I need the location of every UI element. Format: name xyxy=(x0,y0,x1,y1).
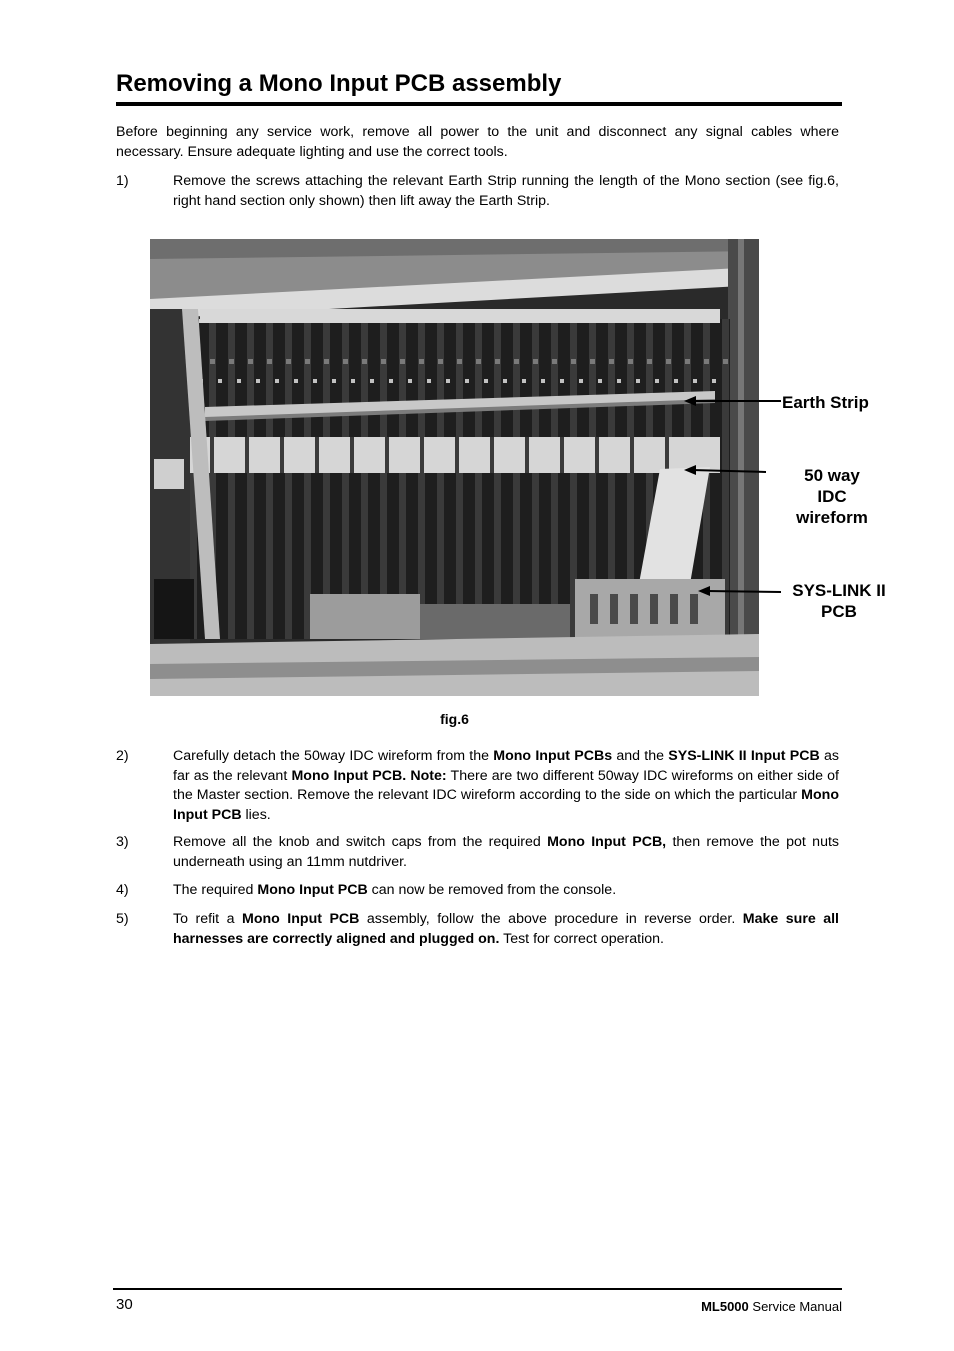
step-text: Remove all the knob and switch caps from the required Mono Input PCB, then remove the pot nuts underneath using an 11mm nutdriver. xyxy=(173,834,839,870)
step-text: Remove the screws attaching the relevant Earth Strip running the length of the Mono section (see fig.6, right hand section only shown) then lift away the Earth Strip. xyxy=(173,173,839,209)
console-interior-photo xyxy=(150,239,759,696)
callout-arrows xyxy=(676,380,786,605)
step-3 xyxy=(116,833,839,872)
step-1 xyxy=(116,172,839,211)
syslink-label-line: SYS-LINK II xyxy=(792,581,886,600)
step-text: The required Mono Input PCB can now be removed from the console. xyxy=(173,882,617,898)
syslink-pcb-arrow xyxy=(706,591,781,592)
earth-strip-label: Earth Strip xyxy=(782,393,869,412)
syslink-label-line: PCB xyxy=(821,602,857,621)
idc-label-line: 50 way xyxy=(804,466,860,485)
idc-label-line: wireform xyxy=(796,508,868,527)
step-2 xyxy=(116,747,839,825)
step-number: 4) xyxy=(116,882,129,898)
step-text: Carefully detach the 50way IDC wireform from the Mono Input PCBs and the SYS-LINK II Input PCB as far as the relevant Mono Input PCB. Note: There are two different 50way IDC wireforms on either side of the Master section. Remove the relevant IDC wireform according to the side on which the particular Mono Input PCB lies. xyxy=(173,748,839,823)
step-number: 2) xyxy=(116,748,129,764)
figure-caption: fig.6 xyxy=(440,711,469,727)
idc-wireform-label xyxy=(774,465,890,528)
manual-name: ML5000 Service Manual xyxy=(701,1299,842,1314)
step-number: 1) xyxy=(116,173,129,189)
page-number: 30 xyxy=(116,1296,133,1313)
step-number: 3) xyxy=(116,834,129,850)
step-text: To refit a Mono Input PCB assembly, follow the above procedure in reverse order. Make sure all harnesses are correctly aligned and plugged on. Test for correct operation. xyxy=(173,911,840,947)
step-5 xyxy=(116,910,839,949)
idc-wireform-arrow xyxy=(692,470,766,472)
step-4 xyxy=(116,881,839,901)
step-number: 5) xyxy=(116,911,129,927)
syslink-pcb-label xyxy=(780,580,898,622)
intro-paragraph: Before beginning any service work, remove all power to the unit and disconnect any signal cables where necessary. Ensure adequate lighting and use the correct tools. xyxy=(116,124,839,160)
footer-rule xyxy=(113,1288,842,1290)
page-title: Removing a Mono Input PCB assembly xyxy=(116,68,842,106)
idc-label-line: IDC xyxy=(817,487,847,506)
